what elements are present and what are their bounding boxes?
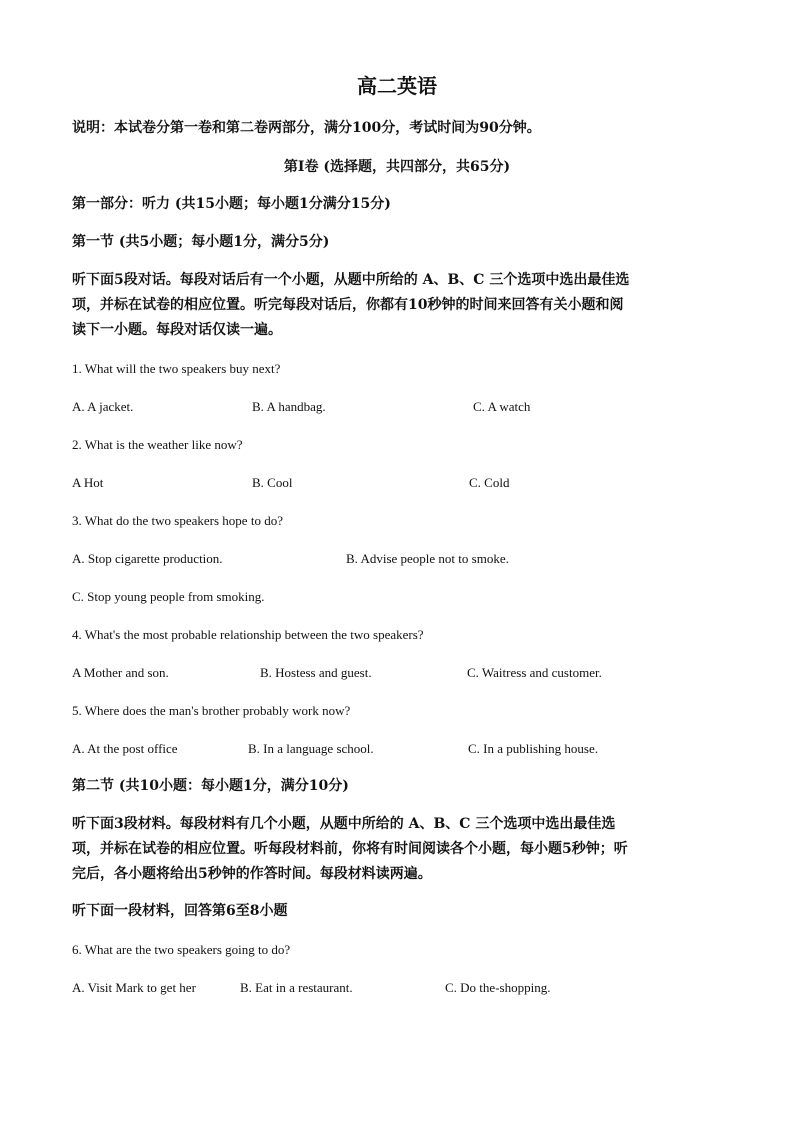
directions-line: 项，并标在试卷的相应位置。听完每段对话后，你都有10秒钟的时间来回答有关小题和阅 [72,297,624,313]
section2-header: 第二节 (共10小题：每小题1分，满分10分) [72,778,349,794]
directions-line: 项，并标在试卷的相应位置。听每段材料前，你将有时间阅读各个小题，每小题5秒钟；听 [72,841,628,857]
section2-directions [72,812,722,887]
q3-option-a: A. Stop cigarette production. [72,551,223,566]
q6-option-a: A. Visit Mark to get her [72,980,196,995]
q2-option-a: A Hot [72,475,104,490]
directions-line: 完后，各小题将给出5秒钟的作答时间。每段材料读两遍。 [72,866,432,882]
q4-option-c: C. Waitress and customer. [467,665,602,680]
exam-instructions: 说明：本试卷分第一卷和第二卷两部分，满分100分，考试时间为90分钟。 [72,120,541,136]
question-3: 3. What do the two speakers hope to do? [72,513,283,528]
q3-option-b: B. Advise people not to smoke. [346,551,509,566]
directions-line: 听下面5段对话。每段对话后有一个小题，从题中所给的 A、B、C 三个选项中选出最佳选 [72,272,630,288]
question-2: 2. What is the weather like now? [72,437,243,452]
q5-option-c: C. In a publishing house. [468,741,598,756]
q5-option-b: B. In a language school. [248,741,374,756]
page-title: 高二英语 [357,74,437,98]
volume-header: 第Ⅰ卷 (选择题，共四部分，共65分) [283,159,511,175]
section1-directions [72,268,722,343]
question-6: 6. What are the two speakers going to do? [72,942,291,957]
q6-option-c: C. Do the-shopping. [445,980,551,995]
question-1: 1. What will the two speakers buy next? [72,361,281,376]
q2-option-b: B. Cool [252,475,293,490]
q3-option-c: C. Stop young people from smoking. [72,589,265,604]
directions-line: 听下面3段材料。每段材料有几个小题，从题中所给的 A、B、C 三个选项中选出最佳选 [72,816,616,832]
q6-option-b: B. Eat in a restaurant. [240,980,353,995]
q1-option-a: A. A jacket. [72,399,134,414]
q4-option-a: A Mother and son. [72,665,169,680]
question-5: 5. Where does the man's brother probably work now? [72,703,351,718]
q1-option-c: C. A watch [473,399,531,414]
q4-option-b: B. Hostess and guest. [260,665,372,680]
q2-option-c: C. Cold [469,475,510,490]
section1-header: 第一节 (共5小题；每小题1分，满分5分) [72,234,330,250]
directions-line: 读下一小题。每段对话仅读一遍。 [72,322,282,338]
material1-header: 听下面一段材料，回答第6至8小题 [72,903,288,919]
q1-option-b: B. A handbag. [252,399,326,414]
part1-header: 第一部分：听力 (共15小题；每小题1分满分15分) [72,196,391,212]
q5-option-a: A. At the post office [72,741,178,756]
question-4: 4. What's the most probable relationship between the two speakers? [72,627,424,642]
